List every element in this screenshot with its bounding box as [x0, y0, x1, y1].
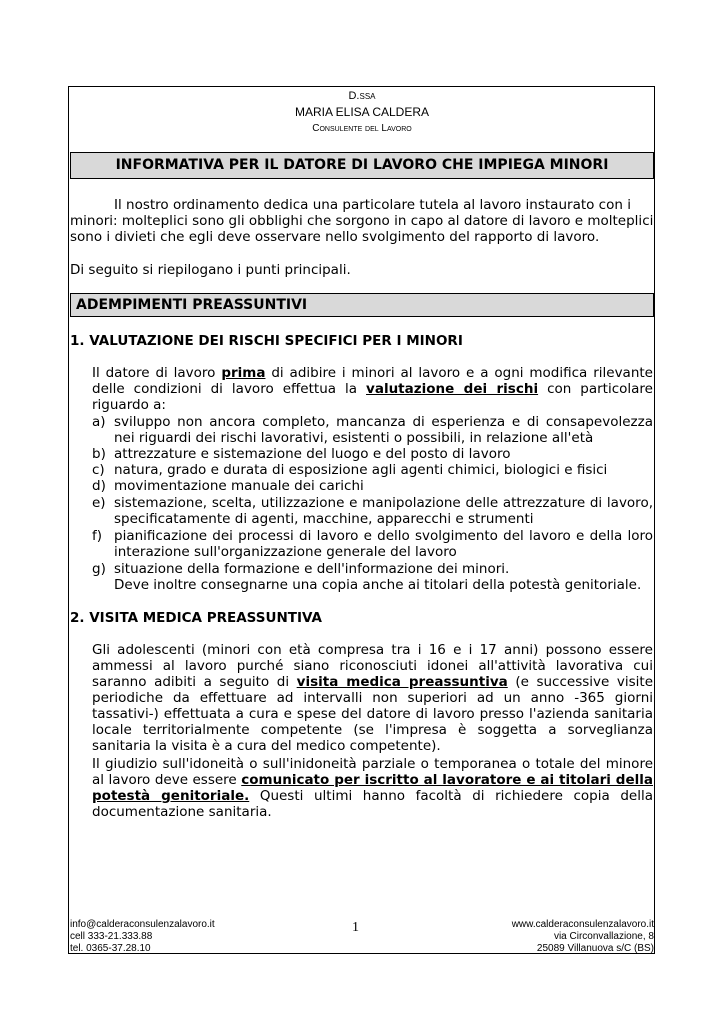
list-item-label: a)	[92, 414, 106, 430]
list-item	[92, 561, 653, 577]
section-1-closing: Deve inoltre consegnarne una copia anche ai titolari della potestà genitoriale.	[114, 577, 642, 593]
list-item-label: e)	[92, 495, 106, 511]
list-item-text: situazione della formazione e dell'informazione dei minori.	[114, 561, 510, 577]
s2-p2-text-c: Questi ultimi hanno facoltà di richiedere copia della documentazione sanitaria.	[92, 788, 653, 820]
footer-email: info@calderaconsulenzalavoro.it	[70, 919, 215, 930]
list-item	[92, 528, 653, 560]
footer-website: www.calderaconsulenzalavoro.it	[511, 919, 654, 930]
s1-emph-valutazione: valutazione dei rischi	[366, 381, 539, 397]
section-bar-adempimenti: ADEMPIMENTI PREASSUNTIVI	[70, 293, 654, 317]
list-item-text: sviluppo non ancora completo, mancanza di esperienza e di consapevolezza nei riguardi dei rischi lavorativi, esistenti o possibili, in relazione all'età	[114, 414, 653, 446]
list-item-label: b)	[92, 446, 106, 462]
header-title-small: D.ssa	[348, 90, 376, 102]
section-2-heading: 2. VISITA MEDICA PREASSUNTIVA	[70, 610, 322, 626]
s2-p2-text-a: Il giudizio sull'idoneità o sull'inidoneità parziale o temporanea o totale del minore al lavoro deve essere	[92, 756, 653, 788]
list-item	[92, 414, 653, 446]
section-1-heading: 1. VALUTAZIONE DEI RISCHI SPECIFICI PER I MINORI	[70, 333, 463, 349]
list-item-label: d)	[92, 478, 106, 494]
s1-text-a: Il datore di lavoro	[92, 365, 222, 381]
footer-tel: tel. 0365-37.28.10	[70, 943, 151, 954]
footer-cell: cell 333-21.333.88	[70, 931, 153, 942]
header-name: MARIA ELISA CALDERA	[294, 105, 430, 119]
s2-emph-visita: visita medica preassuntiva	[296, 674, 508, 690]
intro-line-3: sono i divieti che egli deve osservare nello svolgimento del rapporto di lavoro.	[70, 229, 600, 245]
footer-address-line-1: via Circonvallazione, 8	[553, 931, 654, 942]
list-item	[92, 462, 653, 478]
page-number: 1	[352, 920, 359, 935]
s2-p1-text-c: (e successive visite periodiche da effettuare ad intervalli non superiori ad un anno -365 giorni tassativi-) effettuata a cura e spese del datore di lavoro presso l'azienda sanitaria locale territorialmente competente (se l'impresa è soggetta a sorveglianza sanitaria la visita è a cura del medico competente).	[92, 674, 654, 754]
section-1-paragraph	[92, 365, 653, 413]
s2-emph-comunicato: comunicato per iscritto al lavoratore e ai titolari della potestà genitoriale.	[92, 772, 653, 804]
list-item-label: c)	[92, 462, 105, 478]
s1-text-e: con particolare riguardo a:	[92, 381, 653, 413]
list-item	[92, 446, 653, 462]
intro-summary: Di seguito si riepilogano i punti principali.	[70, 262, 351, 278]
section-2-paragraph-1	[92, 642, 653, 754]
intro-line-2: minori: molteplici sono gli obblighi che sorgono in capo al datore di lavoro e molteplici	[70, 213, 654, 229]
s2-p1-text-a: Gli adolescenti (minori con età compresa tra i 16 e i 17 anni) possono essere ammessi al lavoro purché siano riconosciuti idonei all'attività lavorativa cui saranno adibiti a seguito di	[92, 642, 653, 690]
list-item	[92, 478, 653, 494]
list-item-text: movimentazione manuale dei carichi	[114, 478, 364, 494]
list-item-text: attrezzature e sistemazione del luogo e del posto di lavoro	[114, 446, 511, 462]
list-item-text: sistemazione, scelta, utilizzazione e manipolazione delle attrezzature di lavoro, specificatamente di agenti, macchine, apparecchi e strumenti	[114, 495, 653, 527]
list-item	[92, 495, 653, 527]
list-item-text: pianificazione dei processi di lavoro e dello svolgimento del lavoro e della loro interazione sull'organizzazione generale del lavoro	[114, 528, 653, 560]
header-role: Consulente del Lavoro	[312, 123, 412, 134]
intro-line-1: Il nostro ordinamento dedica una particolare tutela al lavoro instaurato con i	[114, 197, 631, 213]
list-item-text: natura, grado e durata di esposizione agli agenti chimici, biologici e fisici	[114, 462, 608, 478]
section-2-paragraph-2	[92, 756, 653, 820]
list-item-label: g)	[92, 561, 106, 577]
document-title: INFORMATIVA PER IL DATORE DI LAVORO CHE IMPIEGA MINORI	[70, 152, 654, 179]
s1-text-c: di adibire i minori al lavoro e a ogni modifica rilevante delle condizioni di lavoro effettua la	[92, 365, 653, 397]
s1-emph-prima: prima	[221, 365, 266, 381]
list-item-label: f)	[92, 528, 103, 544]
footer-address-line-2: 25089 Villanuova s/C (BS)	[536, 943, 654, 954]
